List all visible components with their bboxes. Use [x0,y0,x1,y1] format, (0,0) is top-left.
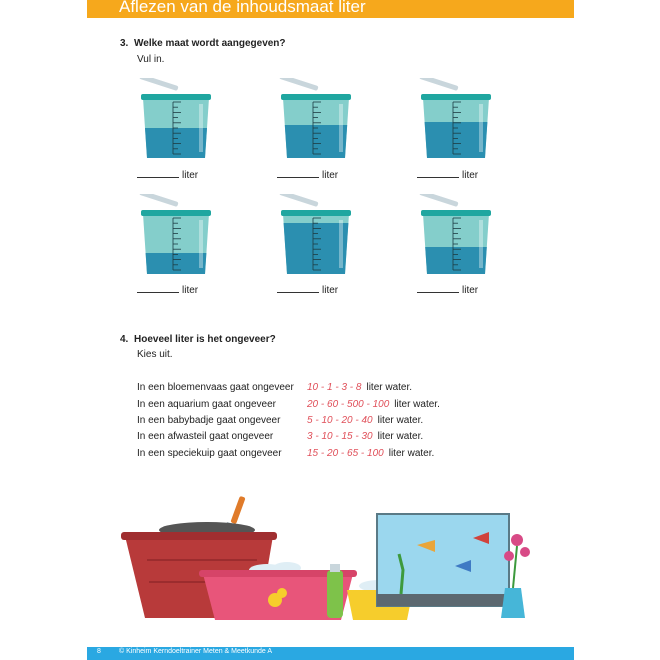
question-4-instruction: Kies uit. [137,349,173,360]
answer-blank[interactable] [137,292,179,293]
footer-copyright: © Kinheim Kerndoeltrainer Meten & Meetkunde A [119,648,273,655]
question-3-number: 3. [120,38,129,49]
page-number: 8 [97,648,101,655]
answer-blank[interactable] [137,177,179,178]
aquarium-icon [377,514,509,606]
worksheet-page [87,0,574,660]
row-choices[interactable]: 15 - 20 - 65 - 100 [307,448,384,459]
measuring-bucket-icon [279,78,359,163]
answer-blank[interactable] [417,292,459,293]
row-choices[interactable]: 10 - 1 - 3 - 8 [307,382,362,393]
question-4-title [120,334,276,345]
unit-label: liter [462,170,479,181]
page-footer [87,647,574,660]
containers-illustration [117,490,567,630]
question-3-text: Welke maat wordt aangegeven? [134,38,286,49]
question-4-number: 4. [120,334,129,345]
answer-line[interactable] [417,285,478,296]
unit-label: liter [462,285,479,296]
question-4-text: Hoeveel liter is het ongeveer? [134,334,276,345]
row-choices[interactable]: 20 - 60 - 500 - 100 [307,399,390,410]
unit-label: liter [182,170,199,181]
question-3-title [120,38,286,49]
measuring-bucket-icon [139,78,219,163]
measuring-bucket-icon [419,194,499,279]
row-text: In een afwasteil gaat ongeveer [137,431,274,442]
row-suffix: liter water. [377,431,424,442]
answer-line[interactable] [417,170,478,181]
row-choices[interactable]: 5 - 10 - 20 - 40 [307,415,373,426]
unit-label: liter [182,285,199,296]
answer-blank[interactable] [277,177,319,178]
answer-line[interactable] [137,170,198,181]
row-text: In een aquarium gaat ongeveer [137,399,276,410]
answer-line[interactable] [137,285,198,296]
row-suffix: liter water. [366,382,413,393]
answer-line[interactable] [277,285,338,296]
row-text: In een bloemenvaas gaat ongeveer [137,382,294,393]
row-text: In een babybadje gaat ongeveer [137,415,281,426]
answer-line[interactable] [277,170,338,181]
unit-label: liter [322,170,339,181]
measuring-bucket-icon [279,194,359,279]
row-suffix: liter water. [388,448,435,459]
row-suffix: liter water. [377,415,424,426]
row-text: In een speciekuip gaat ongeveer [137,448,282,459]
page-header [87,0,574,18]
question-3-instruction: Vul in. [137,54,165,65]
page-title: Aflezen van de inhoudsmaat liter [119,0,366,16]
row-choices[interactable]: 3 - 10 - 15 - 30 [307,431,373,442]
measuring-bucket-icon [419,78,499,163]
row-suffix: liter water. [394,399,440,410]
unit-label: liter [322,285,339,296]
answer-blank[interactable] [417,177,459,178]
measuring-bucket-icon [139,194,219,279]
answer-blank[interactable] [277,292,319,293]
